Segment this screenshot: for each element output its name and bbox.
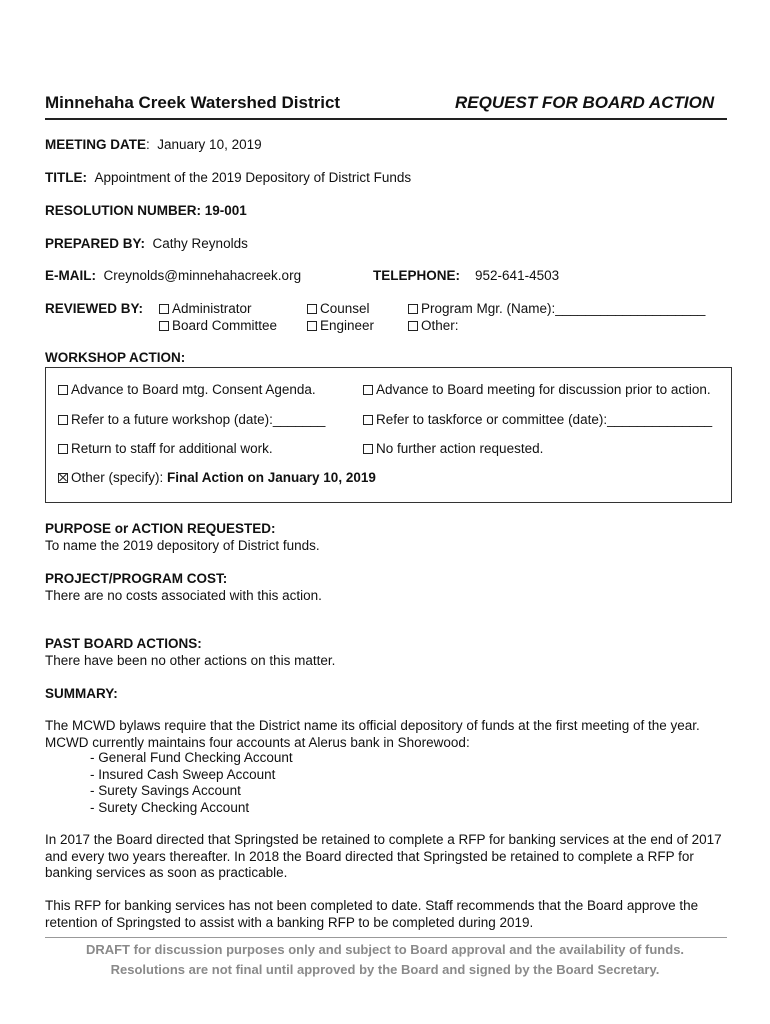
meeting-date-label: MEETING DATE: [45, 137, 146, 152]
list-item: - Surety Checking Account: [90, 799, 250, 815]
purpose-text: To name the 2019 depository of District funds.: [45, 537, 320, 553]
prepared-by-field: [45, 236, 248, 251]
checkbox-icon[interactable]: [363, 385, 373, 395]
purpose-title: PURPOSE or ACTION REQUESTED:: [45, 521, 276, 536]
meeting-date-field: [45, 137, 262, 152]
title-value: Appointment of the 2019 Depository of District Funds: [94, 170, 412, 185]
footer-divider: [45, 937, 727, 938]
option-label: Program Mgr. (Name):____________________: [421, 301, 706, 316]
reviewed-administrator-option[interactable]: [159, 301, 252, 316]
option-label: Advance to Board mtg. Consent Agenda.: [71, 382, 316, 397]
email-label: E-MAIL:: [45, 268, 96, 283]
title-label: TITLE:: [45, 170, 87, 185]
checkbox-icon[interactable]: [159, 304, 169, 314]
resolution-value: 19-001: [204, 203, 247, 218]
reviewed-by-label: REVIEWED BY:: [45, 301, 144, 316]
workshop-other-option[interactable]: [58, 470, 376, 485]
option-label: Other:: [421, 318, 459, 333]
other-specify-value: Final Action on January 10, 2019: [167, 470, 376, 485]
checkbox-icon[interactable]: [58, 415, 68, 425]
workshop-action-label: WORKSHOP ACTION:: [45, 350, 186, 365]
option-label: No further action requested.: [376, 441, 544, 456]
reviewed-engineer-option[interactable]: [307, 318, 374, 333]
cost-text: There are no costs associated with this action.: [45, 587, 322, 603]
list-item: - Insured Cash Sweep Account: [90, 766, 276, 782]
telephone-label: TELEPHONE:: [373, 268, 461, 283]
option-label: Refer to a future workshop (date):_______: [71, 412, 326, 427]
checkbox-icon[interactable]: [58, 444, 68, 454]
option-label: Refer to taskforce or committee (date):______________: [376, 412, 713, 427]
past-actions-title: PAST BOARD ACTIONS:: [45, 636, 202, 651]
checked-checkbox-icon[interactable]: [58, 473, 68, 483]
header-divider: [45, 118, 727, 120]
telephone-field: [373, 268, 559, 283]
purpose-section: [45, 521, 735, 554]
workshop-taskforce-option[interactable]: [363, 412, 712, 427]
summary-paragraph-2: In 2017 the Board directed that Springsted be retained to complete a RFP for banking services at the end of 2017 and every two years thereafter. In 2018 the Board directed that Springsted be retained to complete a RFP for banking services as soon as practicable.: [45, 832, 722, 880]
checkbox-icon[interactable]: [363, 444, 373, 454]
workshop-no-further-action-option[interactable]: [363, 441, 543, 456]
checkbox-icon[interactable]: [408, 321, 418, 331]
checkbox-icon[interactable]: [363, 415, 373, 425]
meeting-date-value: January 10, 2019: [157, 137, 262, 152]
workshop-future-workshop-option[interactable]: [58, 412, 325, 427]
reviewed-board-committee-option[interactable]: [159, 318, 277, 333]
option-label: Engineer: [320, 318, 375, 333]
reviewed-program-mgr-option[interactable]: [408, 301, 705, 316]
checkbox-icon[interactable]: [307, 321, 317, 331]
option-label: Board Committee: [172, 318, 278, 333]
summary-paragraph-1: The MCWD bylaws require that the District name its official depository of funds at the first meeting of the year. MCWD currently maintains four accounts at Alerus bank in Shorewood:: [45, 718, 700, 750]
form-title: REQUEST FOR BOARD ACTION: [455, 93, 715, 112]
checkbox-icon[interactable]: [408, 304, 418, 314]
option-label: Administrator: [172, 301, 252, 316]
summary-paragraph-3: This RFP for banking services has not been completed to date. Staff recommends that the Board approve the retention of Springsted to assist with a banking RFP to be completed during 2019.: [45, 898, 699, 930]
cost-section: [45, 571, 735, 604]
reviewed-counsel-option[interactable]: [307, 301, 370, 316]
option-label: Advance to Board meeting for discussion prior to action.: [376, 382, 711, 397]
email-field: [45, 268, 301, 283]
email-value: Creynolds@minnehahacreek.org: [103, 268, 302, 283]
accounts-list: [45, 750, 735, 816]
footer-disclaimer-line-1: DRAFT for discussion purposes only and subject to Board approval and the availability of funds.: [85, 942, 685, 957]
past-actions-text: There have been no other actions on this matter.: [45, 652, 336, 668]
checkbox-icon[interactable]: [307, 304, 317, 314]
resolution-field: [45, 203, 247, 218]
option-label: Other (specify):: [71, 470, 168, 485]
summary-title: SUMMARY:: [45, 686, 118, 701]
checkbox-icon[interactable]: [58, 385, 68, 395]
option-label: Return to staff for additional work.: [71, 441, 273, 456]
option-label: Counsel: [320, 301, 370, 316]
meeting-date-colon: :: [146, 137, 150, 152]
list-item: - Surety Savings Account: [90, 783, 241, 798]
title-field: [45, 170, 411, 185]
footer-disclaimer-line-2: Resolutions are not final until approved by the Board and signed by the Board Secretary.: [110, 962, 660, 977]
checkbox-icon[interactable]: [159, 321, 169, 331]
organization-name: Minnehaha Creek Watershed District: [45, 93, 341, 112]
prepared-by-value: Cathy Reynolds: [152, 236, 248, 251]
reviewed-other-option[interactable]: [408, 318, 459, 333]
workshop-consent-agenda-option[interactable]: [58, 382, 316, 397]
workshop-discussion-option[interactable]: [363, 382, 711, 397]
resolution-label: RESOLUTION NUMBER:: [45, 203, 201, 218]
prepared-by-label: PREPARED BY:: [45, 236, 146, 251]
workshop-return-to-staff-option[interactable]: [58, 441, 273, 456]
list-item: - General Fund Checking Account: [90, 750, 293, 765]
cost-title: PROJECT/PROGRAM COST:: [45, 571, 228, 586]
past-actions-section: [45, 636, 735, 669]
telephone-value: 952-641-4503: [475, 268, 560, 283]
